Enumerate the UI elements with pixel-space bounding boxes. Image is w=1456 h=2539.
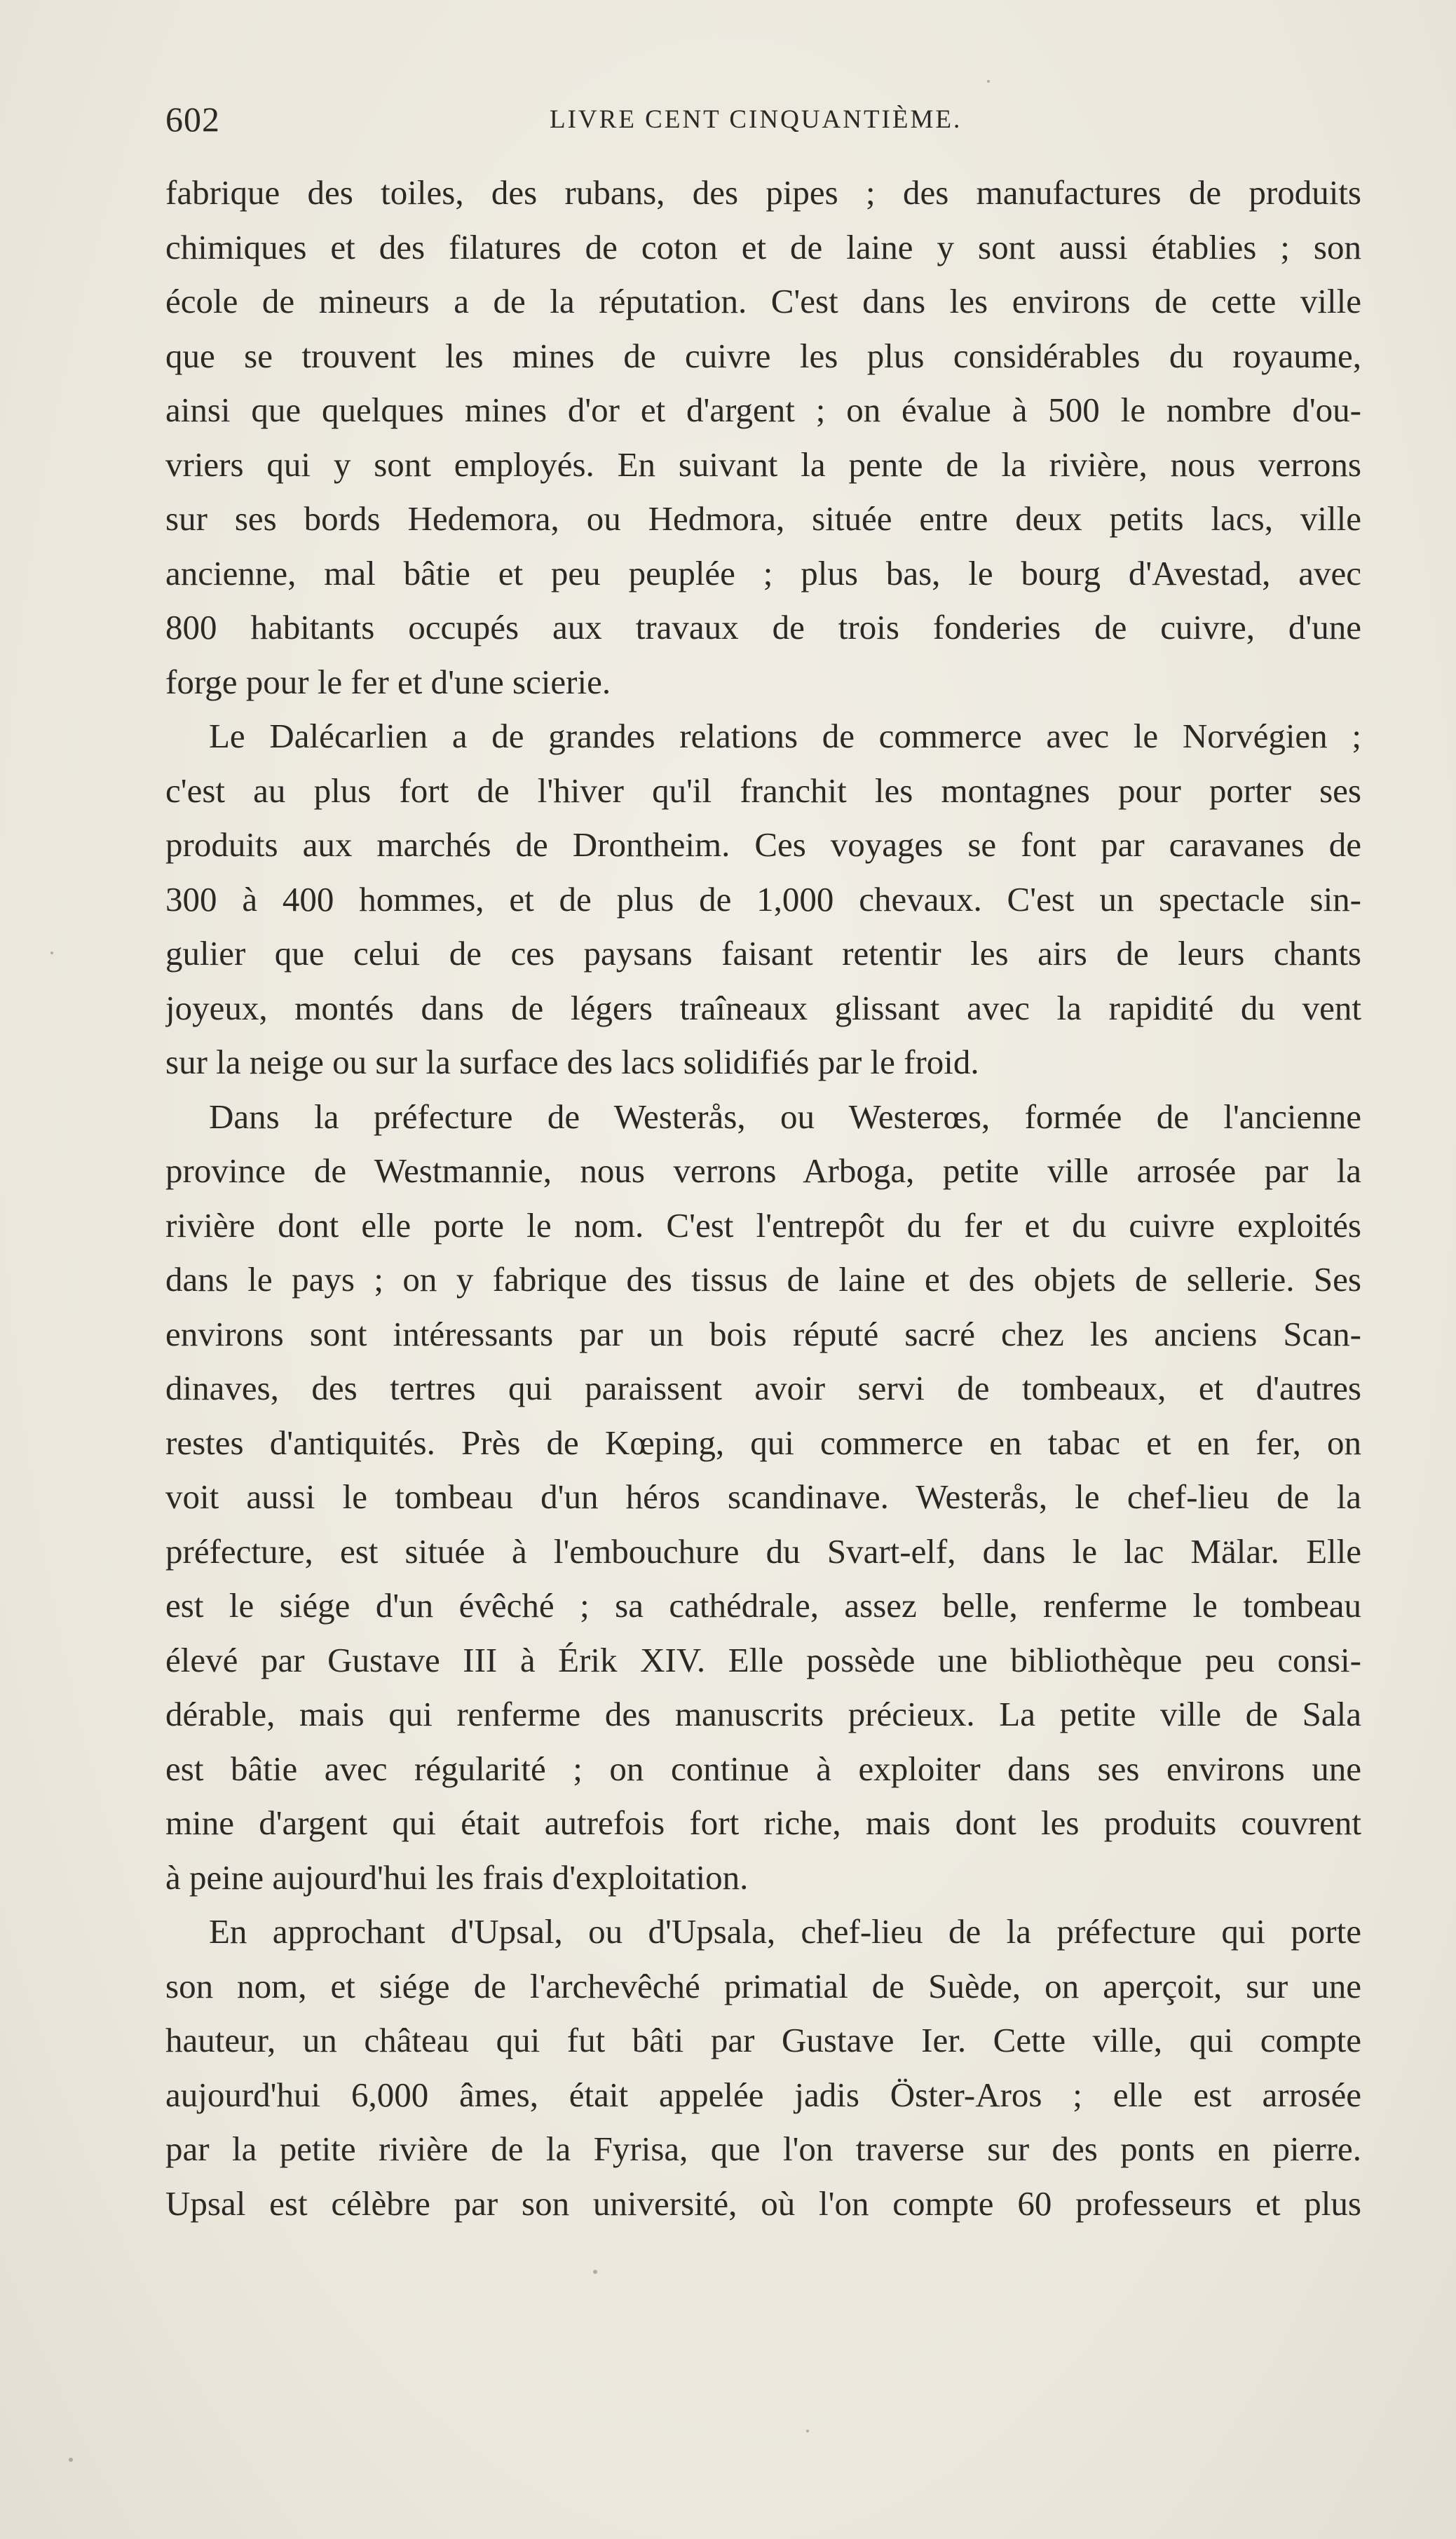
text-line: produits aux marchés de Drontheim. Ces voyages se font par caravanes de	[165, 825, 1361, 864]
text-line: joyeux, montés dans de légers traîneaux glissant avec la rapidité du vent	[165, 988, 1361, 1027]
text-line: est le siége d'un évêché ; sa cathédrale, assez belle, renferme le tombeau	[165, 1586, 1361, 1625]
text-line: 300 à 400 hommes, et de plus de 1,000 chevaux. C'est un spectacle sin-	[165, 879, 1361, 919]
text-line: chimiques et des filatures de coton et de laine y sont aussi établies ; son	[165, 227, 1361, 266]
text-line: province de Westmannie, nous verrons Arboga, petite ville arrosée par la	[165, 1151, 1361, 1190]
text-line: à peine aujourd'hui les frais d'exploitation.	[165, 1857, 749, 1897]
text-line: forge pour le fer et d'une scierie.	[165, 662, 611, 701]
text-line: élevé par Gustave III à Érik XIV. Elle possède une bibliothèque peu consi-	[165, 1640, 1361, 1679]
paper-speck	[987, 80, 990, 83]
page-header	[165, 98, 1371, 140]
paper-speck	[593, 2270, 597, 2274]
text-line: école de mineurs a de la réputation. C'est dans les environs de cette ville	[165, 282, 1361, 320]
text-line: son nom, et siége de l'archevêché primatial de Suède, on aperçoit, sur une	[165, 1966, 1361, 2005]
text-line: dérable, mais qui renferme des manuscrits précieux. La petite ville de Sala	[165, 1695, 1361, 1733]
text-line: Upsal est célèbre par son université, où l'on compte 60 professeurs et plus	[165, 2183, 1361, 2223]
text-line: En approchant d'Upsal, ou d'Upsala, chef-lieu de la préfecture qui porte	[209, 1912, 1361, 1951]
page-number: 602	[165, 100, 220, 139]
text-line: environs sont intéressants par un bois réputé sacré chez les anciens Scan-	[165, 1314, 1361, 1353]
text-line: par la petite rivière de la Fyrisa, que l'on traverse sur des ponts en pierre.	[165, 2130, 1361, 2168]
body-text	[165, 165, 1361, 2230]
text-line: sur ses bords Hedemora, ou Hedmora, située entre deux petits lacs, ville	[165, 499, 1361, 538]
text-line: dans le pays ; on y fabrique des tissus de laine et des objets de sellerie. Ses	[165, 1260, 1361, 1299]
text-line: ancienne, mal bâtie et peu peuplée ; plus bas, le bourg d'Avestad, avec	[165, 553, 1361, 593]
text-line: Dans la préfecture de Westerås, ou Westerœs, formée de l'ancienne	[209, 1097, 1361, 1136]
running-title: LIVRE CENT CINQUANTIÈME.	[550, 105, 962, 134]
text-line: est bâtie avec régularité ; on continue à exploiter dans ses environs une	[165, 1749, 1361, 1788]
paper-speck	[806, 2430, 809, 2432]
text-line: préfecture, est située à l'embouchure du Svart-elf, dans le lac Mälar. Elle	[165, 1531, 1361, 1571]
paper-speck	[69, 2458, 73, 2462]
text-line: rivière dont elle porte le nom. C'est l'entrepôt du fer et du cuivre exploités	[165, 1205, 1361, 1245]
text-line: gulier que celui de ces paysans faisant retentir les airs de leurs chants	[165, 934, 1361, 973]
text-line: 800 habitants occupés aux travaux de trois fonderies de cuivre, d'une	[165, 608, 1361, 646]
text-line: mine d'argent qui était autrefois fort riche, mais dont les produits couvrent	[165, 1803, 1361, 1842]
text-line: que se trouvent les mines de cuivre les plus considérables du royaume,	[165, 336, 1361, 375]
text-line: hauteur, un château qui fut bâti par Gustave Ier. Cette ville, qui compte	[165, 2021, 1361, 2059]
text-line: aujourd'hui 6,000 âmes, était appelée jadis Öster-Aros ; elle est arrosée	[165, 2075, 1361, 2114]
text-line: fabrique des toiles, des rubans, des pipes ; des manufactures de produits	[165, 173, 1361, 212]
text-line: dinaves, des tertres qui paraissent avoir servi de tombeaux, et d'autres	[165, 1369, 1361, 1407]
text-line: voit aussi le tombeau d'un héros scandinave. Westerås, le chef-lieu de la	[165, 1477, 1361, 1516]
text-line: c'est au plus fort de l'hiver qu'il franchit les montagnes pour porter ses	[165, 771, 1361, 810]
text-line: Le Dalécarlien a de grandes relations de commerce avec le Norvégien ;	[209, 717, 1361, 755]
paper-speck	[50, 952, 53, 954]
text-line: ainsi que quelques mines d'or et d'argent ; on évalue à 500 le nombre d'ou-	[165, 391, 1361, 429]
text-line: vriers qui y sont employés. En suivant la pente de la rivière, nous verrons	[165, 445, 1361, 484]
text-line: restes d'antiquités. Près de Kœping, qui commerce en tabac et en fer, on	[165, 1423, 1361, 1462]
text-line: sur la neige ou sur la surface des lacs solidifiés par le froid.	[165, 1043, 979, 1081]
